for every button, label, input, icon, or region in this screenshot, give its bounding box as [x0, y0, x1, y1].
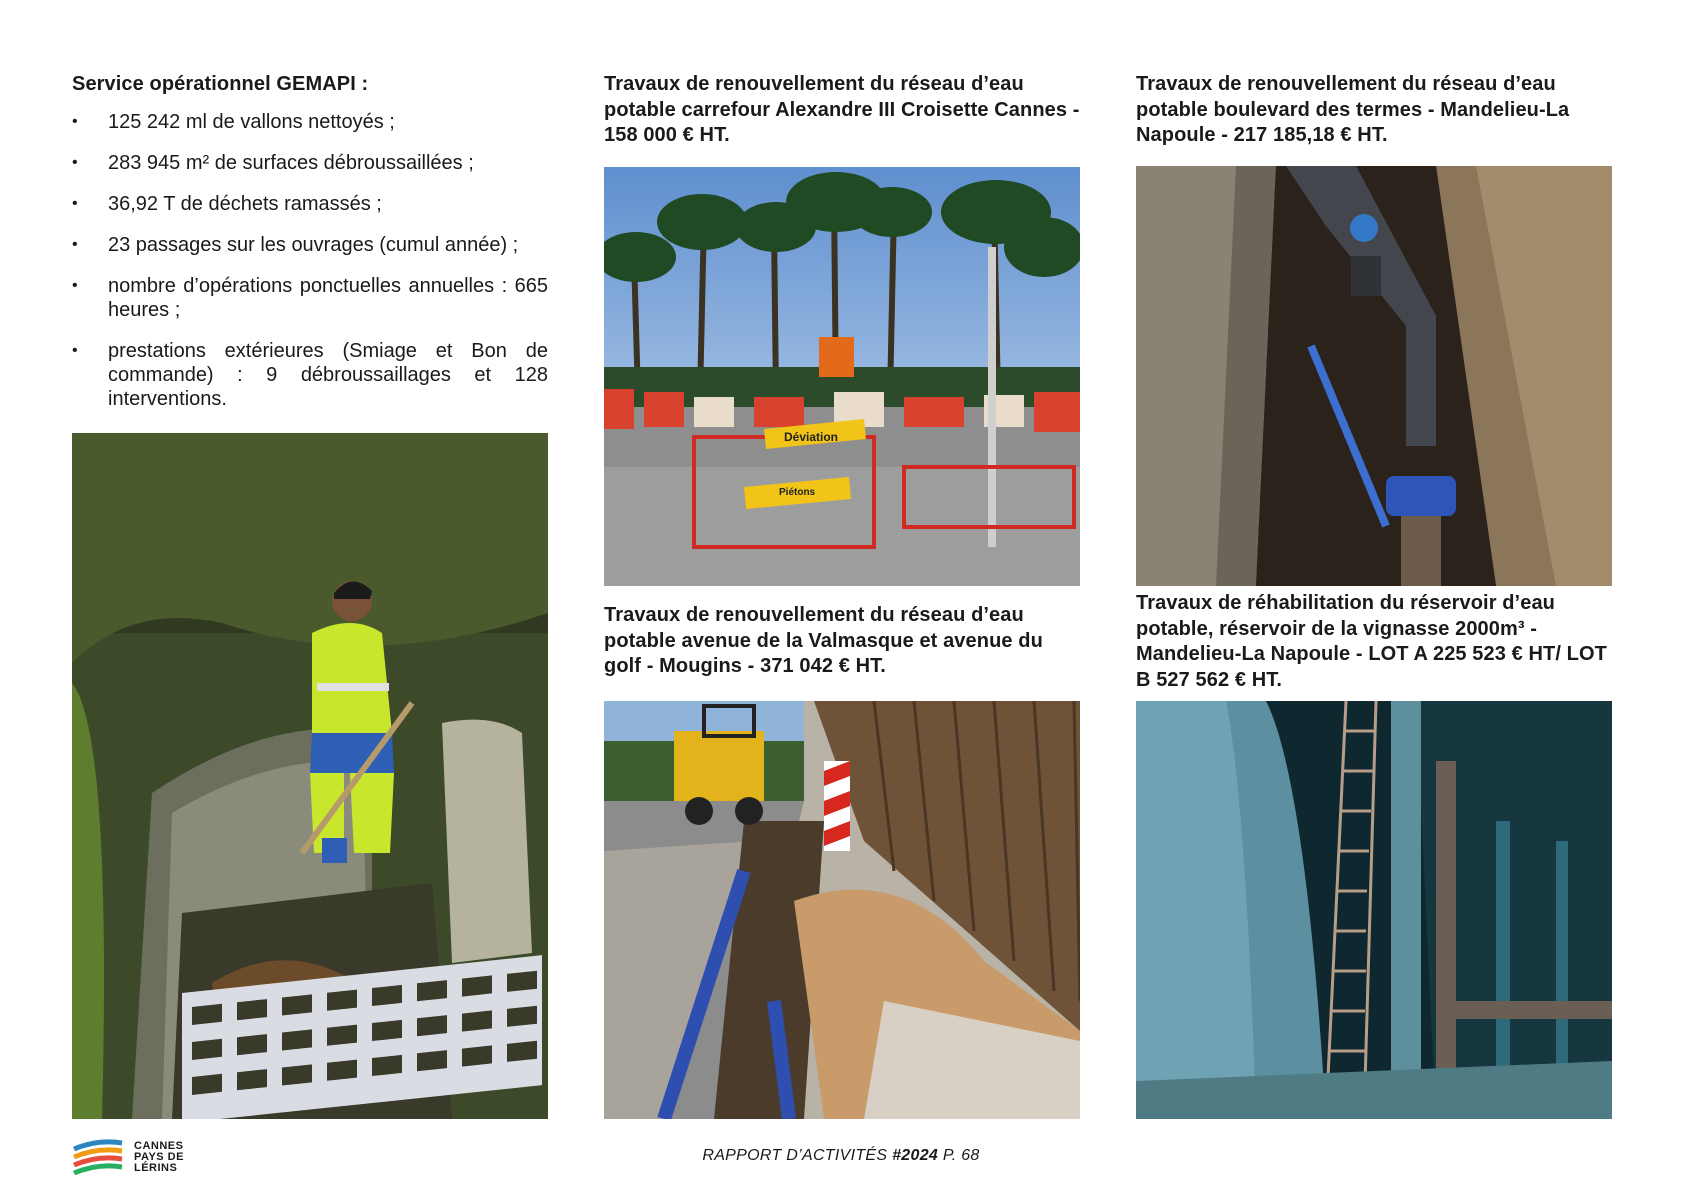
- caption-mandelieu-termes: Travaux de renouvellement du réseau d’eau potable boulevard des termes - Mandelieu-La Napoule - 217 185,18 € HT.: [1136, 73, 1570, 146]
- sign-deviation: Déviation: [784, 430, 839, 444]
- mougins-caption-block: [604, 603, 1080, 680]
- photo-mougins-trench: [604, 701, 1080, 1119]
- list-item: • 125 242 ml de vallons nettoyés ;: [72, 110, 548, 134]
- list-item: • nombre d’opérations ponctuelles annuelles : 665 heures ;: [72, 274, 548, 322]
- photo-vignasse-reservoir: [1136, 701, 1612, 1119]
- gemapi-heading: Service opérationnel GEMAPI :: [72, 73, 369, 95]
- page-number: P. 68: [938, 1147, 980, 1164]
- logo-line: LÉRINS: [134, 1161, 178, 1174]
- gemapi-section: [72, 72, 548, 428]
- cannes-section: [604, 72, 1080, 149]
- photo-cannes-works: [604, 167, 1080, 586]
- list-item: • 283 945 m² de surfaces débroussaillées ;: [72, 151, 548, 175]
- caption-cannes: Travaux de renouvellement du réseau d’eau potable carrefour Alexandre III Croisette Cannes - 158 000 € HT.: [604, 73, 1080, 146]
- mandelieu-section: [1136, 72, 1612, 149]
- list-item: • prestations extérieures (Smiage et Bon de commande) : 9 débroussaillages et 128 interventions.: [72, 339, 548, 411]
- caption-vignasse: Travaux de réhabilitation du réservoir d’eau potable, réservoir de la vignasse 2000m³ - Mandelieu-La Napoule - LOT A 225 523 € HT/ LOT B 527 562 € HT.: [1136, 592, 1607, 691]
- logo-line: PAYS DE: [134, 1150, 184, 1163]
- photo-termes-pipe: [1136, 166, 1612, 586]
- report-label: RAPPORT D’ACTIVITÉS: [702, 1147, 893, 1164]
- gemapi-list: [72, 110, 548, 411]
- logo-line: CANNES: [134, 1139, 184, 1152]
- list-item: • 36,92 T de déchets ramassés ;: [72, 192, 548, 216]
- vignasse-caption-block: [1136, 591, 1612, 693]
- caption-mougins: Travaux de renouvellement du réseau d’eau potable avenue de la Valmasque et avenue du golf - Mougins - 371 042 € HT.: [604, 604, 1043, 677]
- list-item: • 23 passages sur les ouvrages (cumul année) ;: [72, 233, 548, 257]
- sign-pietons: Piétons: [779, 487, 816, 498]
- photo-vallon-cleaning: [72, 433, 548, 1119]
- report-year: #2024: [892, 1147, 939, 1164]
- report-footer: [0, 1147, 1682, 1165]
